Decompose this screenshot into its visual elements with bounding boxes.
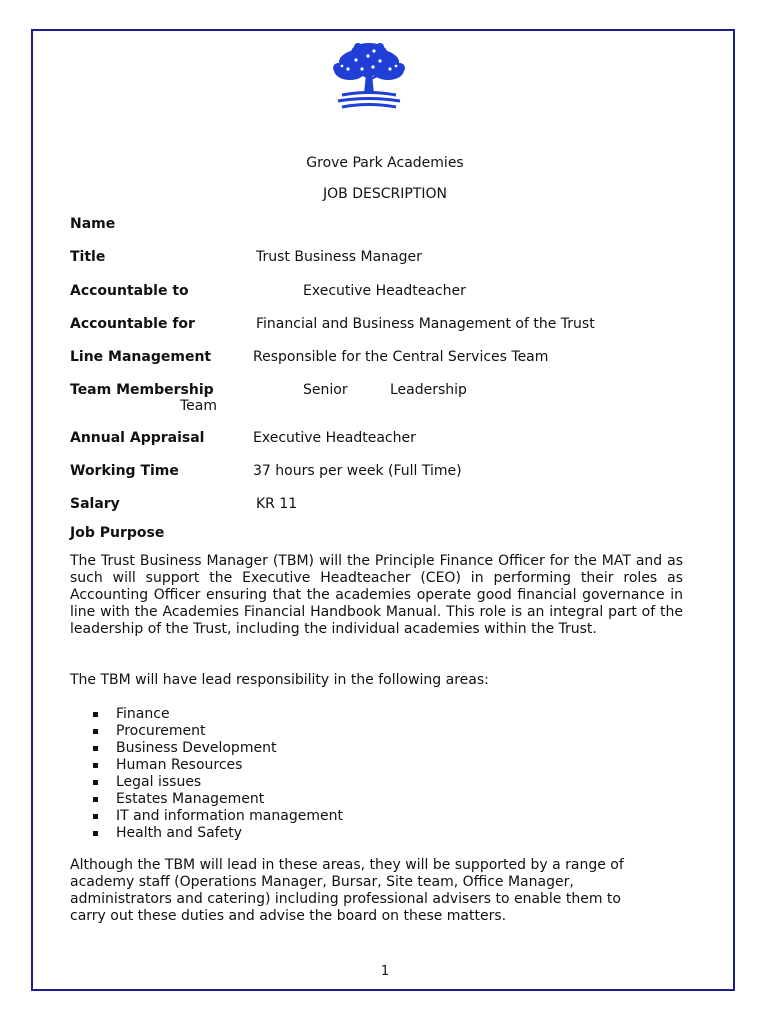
list-item: Health and Safety [70, 825, 343, 842]
job-purpose-heading: Job Purpose [70, 525, 165, 541]
field-value-part1: Senior [303, 382, 348, 398]
list-item: Estates Management [70, 791, 343, 808]
tree-logo-icon [328, 42, 410, 114]
field-value: Financial and Business Management of the Trust [256, 316, 595, 332]
field-label: Working Time [70, 463, 179, 479]
closing-paragraph: Although the TBM will lead in these areas, they will be supported by a range of academy staff (Operations Manager, Bursar, Site team, Office Manager, administrators and catering) including professional advisers to enable them to carry out these duties and advise the board on these matters. [70, 857, 624, 924]
field-value: 37 hours per week (Full Time) [253, 463, 462, 479]
field-label: Title [70, 249, 106, 265]
list-item: Procurement [70, 723, 343, 740]
field-label: Accountable to [70, 283, 189, 299]
field-value: Executive Headteacher [253, 430, 416, 446]
field-value-part2: Leadership [390, 382, 467, 398]
field-value: Trust Business Manager [256, 249, 422, 265]
document-title: JOB DESCRIPTION [323, 186, 447, 202]
list-item: IT and information management [70, 808, 343, 825]
organisation-name: Grove Park Academies [306, 155, 464, 171]
field-label: Accountable for [70, 316, 195, 332]
page-number: 1 [380, 964, 390, 979]
list-item: Human Resources [70, 757, 343, 774]
field-label: Line Management [70, 349, 212, 365]
field-value: Responsible for the Central Services Team [253, 349, 549, 365]
field-value: KR 11 [256, 496, 298, 512]
areas-intro: The TBM will have lead responsibility in the following areas: [70, 672, 489, 688]
list-item: Business Development [70, 740, 343, 757]
field-label: Annual Appraisal [70, 430, 205, 446]
field-label: Name [70, 216, 116, 232]
responsibility-list [70, 706, 343, 842]
field-label: Team Membership [70, 382, 214, 398]
job-purpose-paragraph: The Trust Business Manager (TBM) will the Principle Finance Officer for the MAT and as such will support the Executive Headteacher (CEO) in performing their roles as Accounting Officer ensuring that the academies operate good financial governance in line with the Academies Financial Handbook Manual. This role is an integral part of the leadership of the Trust, including the individual academies within the Trust. [70, 553, 683, 637]
field-value-part3: Team [180, 398, 218, 414]
list-item: Legal issues [70, 774, 343, 791]
page-border [31, 29, 735, 991]
list-item: Finance [70, 706, 343, 723]
field-label: Salary [70, 496, 120, 512]
field-value: Executive Headteacher [303, 283, 466, 299]
